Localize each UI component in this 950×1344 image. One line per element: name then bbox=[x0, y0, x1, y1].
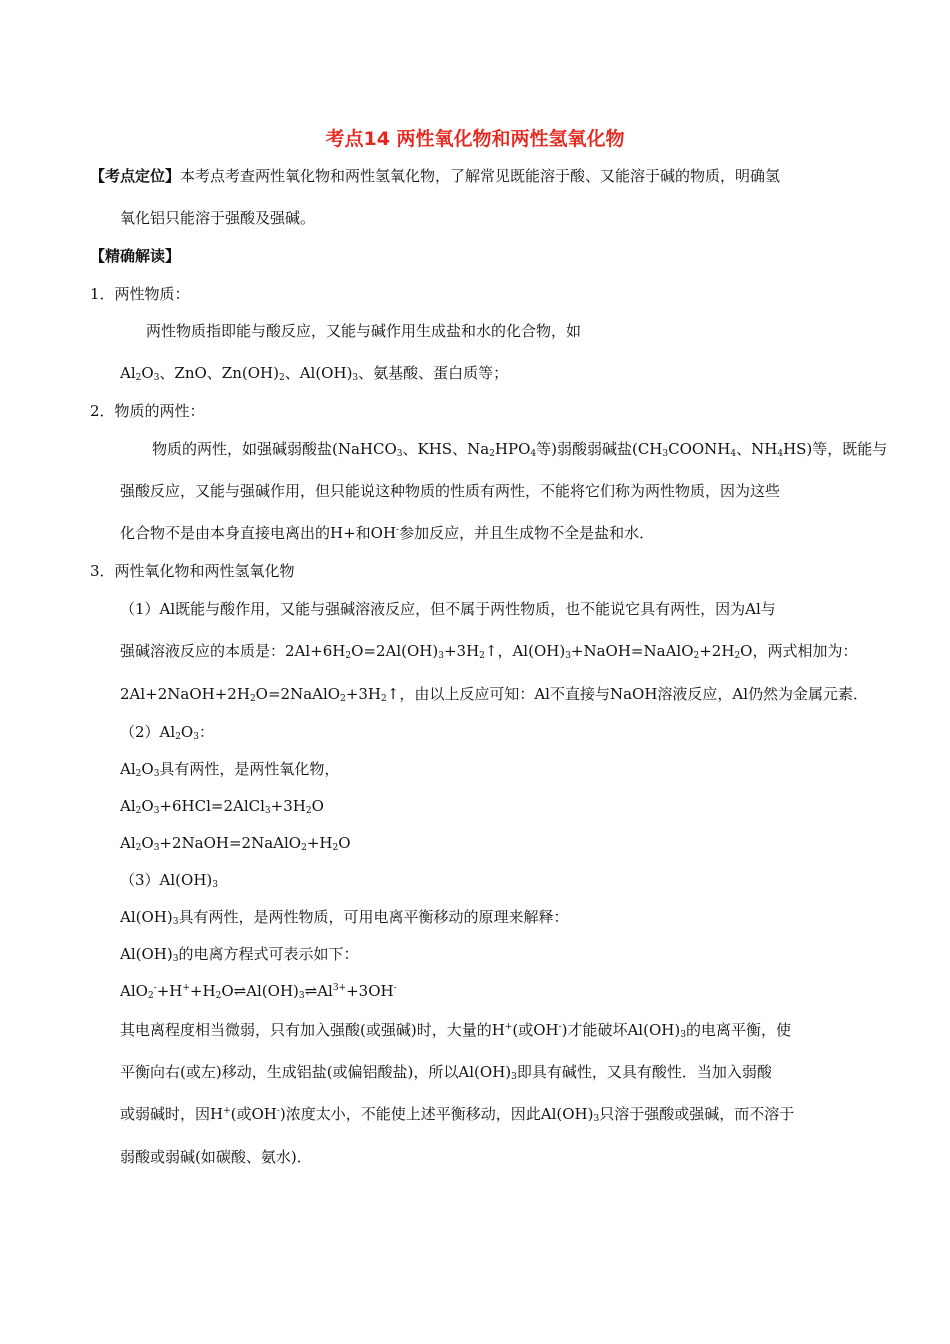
item1-formula-list: $Al_2O_3$、ZnO、$Zn(OH)_2$、$Al(OH)_3$、氨基酸、蛋白质等； bbox=[120, 364, 509, 383]
item3-sub3-line2: $Al(OH)_3$的电离方程式可表示如下： bbox=[120, 945, 359, 964]
section-tag-positioning: 【考点定位】 bbox=[90, 167, 181, 185]
ionization-equation: $AlO_2^-+H^++H_2O\rightleftharpoons Al(OH)_3\rightleftharpoons Al^{3+}+3OH^-$ bbox=[120, 982, 397, 1001]
item3-sub2-heading: $(2)Al_2O_3$： bbox=[120, 723, 214, 742]
page-title: 考点14 两性氧化物和两性氢氧化物 bbox=[325, 128, 625, 150]
item2-line3: 化合物不是由本身直接电离出的H+和OH-参加反应，并且生成物不全是盐和水． bbox=[120, 524, 655, 542]
reaction-al2o3-naoh: $Al_2O_3+2NaOH=2NaAlO_2+H_2O$ bbox=[120, 834, 351, 853]
reaction-al2o3-hcl: $Al_2O_3+6HCl=2AlCl_3+3H_2O$ bbox=[120, 797, 324, 816]
explanation-line1: 其电离程度相当微弱，只有加入强酸(或强碱)时，大量的H+(或OH-)才能破坏$Al(OH)_3$的电离平衡，使 bbox=[120, 1021, 791, 1040]
explanation-line4: 弱酸或弱碱(如碳酸、氨水)． bbox=[120, 1148, 312, 1166]
item3-sub3-line1: $Al(OH)_3$具有两性，是两性物质，可用电离平衡移动的原理来解释： bbox=[120, 908, 569, 927]
section-intro-line1: 【考点定位】本考点考查两性氧化物和两性氢氧化物，了解常见既能溶于酸、又能溶于碱的物质，明确氢 bbox=[90, 167, 781, 185]
item3-heading: 3．两性氧化物和两性氢氧化物 bbox=[90, 562, 295, 580]
item3-sub1-line1: （1）Al既能与酸作用，又能与强碱溶液反应，但不属于两性物质，也不能说它具有两性，因为Al与 bbox=[120, 600, 776, 618]
item2-heading: 2．物质的两性： bbox=[90, 402, 205, 420]
item2-line1: 物质的两性，如强碱弱酸盐(NaHCO$_3$、KHS、$Na_2HPO_4$等)弱酸弱碱盐($CH_3COONH_4$、$NH_4HS$)等，既能与 bbox=[152, 440, 888, 459]
item3-sub2-line1: $Al_2O_3$具有两性，是两性氧化物， bbox=[120, 760, 340, 779]
item3-sub1-line2: 强碱溶液反应的本质是：$2Al+6H_2O=2Al(OH)_3+3H_2↑$，$Al(OH)_3+NaOH=NaAlO_2+2H_2O$，两式相加为： bbox=[120, 642, 858, 661]
explanation-line2: 平衡向右(或左)移动，生成铝盐(或偏铝酸盐)，所以$Al(OH)_3$即具有碱性，又具有酸性．当加入弱酸 bbox=[120, 1063, 772, 1082]
item2-line2: 强酸反应，又能与强碱作用，但只能说这种物质的性质有两性，不能将它们称为两性物质，因为这些 bbox=[120, 482, 781, 500]
item1-heading: 1．两性物质： bbox=[90, 285, 190, 303]
section-tag-reading: 【精确解读】 bbox=[90, 247, 181, 265]
section-intro-line2: 氧化铝只能溶于强酸及强碱。 bbox=[120, 209, 316, 227]
item1-paragraph: 两性物质指即能与酸反应，又能与碱作用生成盐和水的化合物，如 bbox=[146, 322, 582, 340]
item3-sub3-heading: $(3)Al(OH)_3$ bbox=[120, 871, 218, 890]
item3-sub1-line3: $2Al+2NaOH+2H_2O=2NaAlO_2+3H_2↑$，由以上反应可知：Al不直接与NaOH溶液反应，Al仍然为金属元素． bbox=[120, 685, 869, 704]
explanation-line3: 或弱碱时，因H+(或OH-)浓度太小，不能使上述平衡移动，因此$Al(OH)_3$只溶于强酸或强碱，而不溶于 bbox=[120, 1105, 795, 1124]
